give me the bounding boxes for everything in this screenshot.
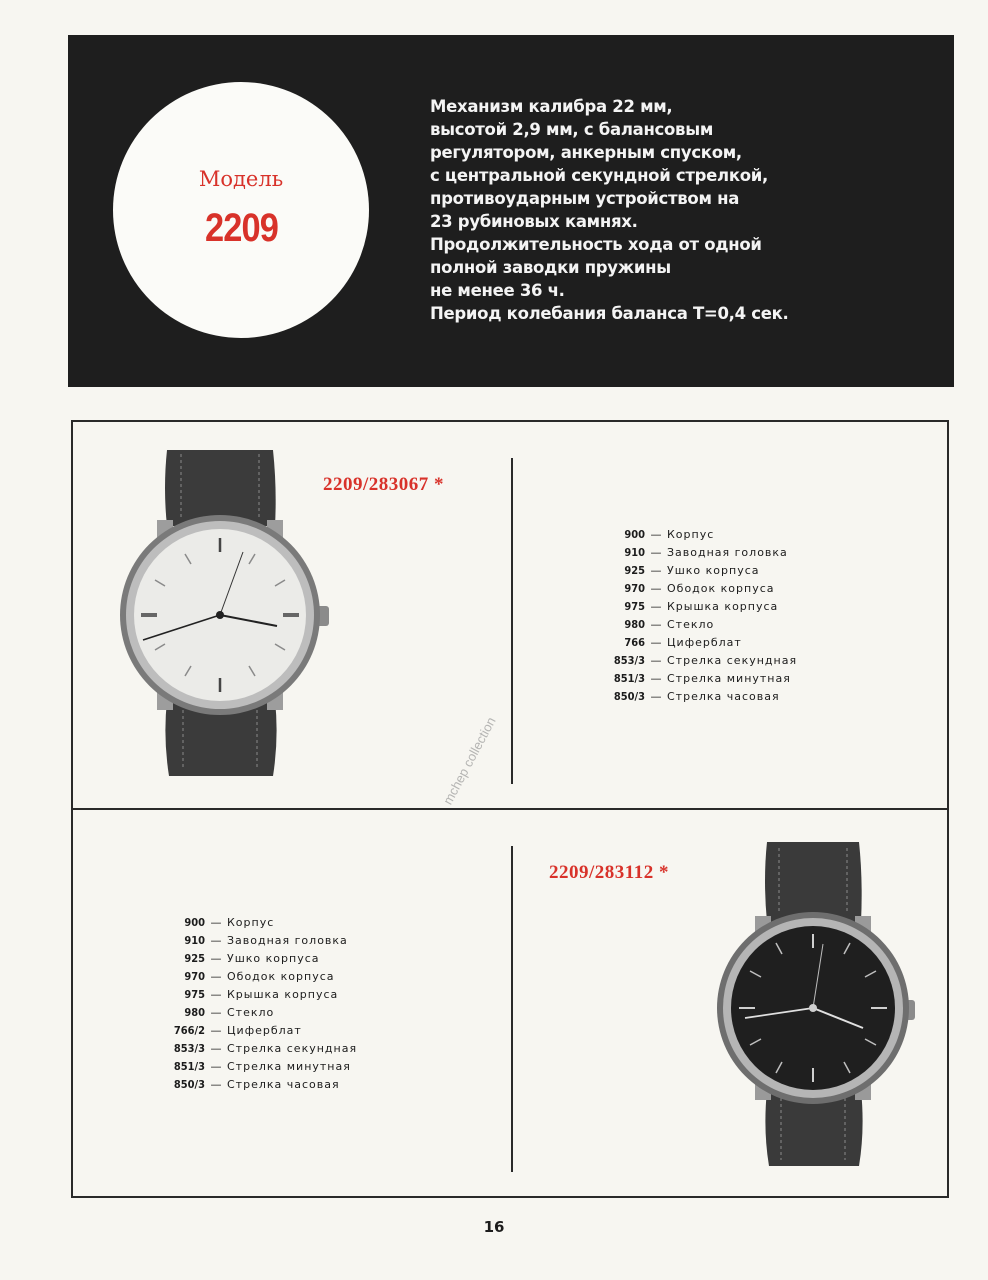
part-code: 970 — [184, 970, 205, 983]
part-code: 853/3 — [173, 1042, 205, 1055]
part-name: Заводная головка — [667, 546, 788, 559]
part-name: Корпус — [667, 528, 715, 541]
watermark: mchep collection — [440, 714, 499, 808]
part-name: Ушко корпуса — [227, 952, 320, 965]
catalog-frame — [71, 420, 949, 1198]
part-name: Циферблат — [667, 636, 742, 649]
spec-line: с центральной секундной стрелкой, — [430, 166, 769, 185]
spec-line: высотой 2,9 мм, с балансовым — [430, 120, 714, 139]
model-badge — [113, 82, 369, 338]
part-code: 925 — [624, 564, 645, 577]
part-name: Стрелка часовая — [227, 1078, 340, 1091]
part-row: 766/2 — Циферблат — [155, 1022, 357, 1040]
spec-line: Продолжительность хода от одной — [430, 235, 762, 254]
part-row: 853/3 — Стрелка секундная — [155, 1040, 357, 1058]
part-row: 925 — Ушко корпуса — [155, 950, 357, 968]
spec-line: 23 рубиновых камнях. — [430, 212, 638, 231]
part-code: 975 — [624, 600, 645, 613]
part-code: 900 — [184, 916, 205, 929]
parts-list — [595, 526, 797, 706]
part-name: Стрелка минутная — [227, 1060, 351, 1073]
part-code: 910 — [184, 934, 205, 947]
watch-image-light-dial — [115, 448, 339, 778]
part-row: 980 — Стекло — [155, 1004, 357, 1022]
part-code: 766 — [624, 636, 645, 649]
part-name: Стрелка секундная — [667, 654, 798, 667]
part-name: Заводная головка — [227, 934, 348, 947]
part-code: 900 — [624, 528, 645, 541]
part-row: 980 — Стекло — [595, 616, 797, 634]
spec-line: не менее 36 ч. — [430, 281, 565, 300]
part-row: 975 — Крышка корпуса — [595, 598, 797, 616]
parts-list — [155, 914, 357, 1094]
part-code: 850/3 — [613, 690, 645, 703]
part-name: Стрелка часовая — [667, 690, 780, 703]
part-row: 766 — Циферблат — [595, 634, 797, 652]
spec-line: регулятором, анкерным спуском, — [430, 143, 742, 162]
part-name: Крышка корпуса — [227, 988, 339, 1001]
part-code: 851/3 — [613, 672, 645, 685]
part-row: 970 — Ободок корпуса — [595, 580, 797, 598]
part-name: Стекло — [227, 1006, 275, 1019]
part-name: Ободок корпуса — [667, 582, 775, 595]
part-name: Ободок корпуса — [227, 970, 335, 983]
part-code: 980 — [184, 1006, 205, 1019]
part-name: Стрелка минутная — [667, 672, 791, 685]
part-name: Корпус — [227, 916, 275, 929]
part-code: 850/3 — [173, 1078, 205, 1091]
part-row: 853/3 — Стрелка секундная — [595, 652, 797, 670]
part-row: 970 — Ободок корпуса — [155, 968, 357, 986]
watch-image-dark-dial — [713, 840, 923, 1170]
part-name: Циферблат — [227, 1024, 302, 1037]
part-row: 925 — Ушко корпуса — [595, 562, 797, 580]
part-row: 900 — Корпус — [155, 914, 357, 932]
header-band — [68, 35, 954, 387]
model-word: Модель — [198, 167, 284, 191]
part-code: 910 — [624, 546, 645, 559]
model-code: 2209/283112 * — [549, 862, 669, 883]
part-row: 850/3 — Стрелка часовая — [155, 1076, 357, 1094]
part-row: 851/3 — Стрелка минутная — [155, 1058, 357, 1076]
part-code: 853/3 — [613, 654, 645, 667]
spec-line: Период колебания баланса T=0,4 сек. — [430, 304, 789, 323]
model-number: 2209 — [204, 206, 278, 250]
part-code: 980 — [624, 618, 645, 631]
part-row: 851/3 — Стрелка минутная — [595, 670, 797, 688]
horizontal-divider — [73, 808, 947, 810]
part-name: Стрелка секундная — [227, 1042, 358, 1055]
model-code: 2209/283067 * — [323, 474, 445, 495]
spec-line: противоударным устройством на — [430, 189, 740, 208]
page-number: 16 — [483, 1218, 505, 1236]
part-name: Стекло — [667, 618, 715, 631]
spec-line: полной заводки пружины — [430, 258, 671, 277]
part-code: 925 — [184, 952, 205, 965]
part-row: 910 — Заводная головка — [155, 932, 357, 950]
movement-specifications — [430, 95, 870, 325]
spec-line: Механизм калибра 22 мм, — [430, 97, 673, 116]
part-name: Ушко корпуса — [667, 564, 760, 577]
part-name: Крышка корпуса — [667, 600, 779, 613]
part-code: 766/2 — [173, 1024, 205, 1037]
part-row: 910 — Заводная головка — [595, 544, 797, 562]
vertical-divider-top — [511, 458, 513, 784]
part-code: 851/3 — [173, 1060, 205, 1073]
vertical-divider-bottom — [511, 846, 513, 1172]
part-code: 975 — [184, 988, 205, 1001]
part-row: 975 — Крышка корпуса — [155, 986, 357, 1004]
part-row: 900 — Корпус — [595, 526, 797, 544]
part-code: 970 — [624, 582, 645, 595]
part-row: 850/3 — Стрелка часовая — [595, 688, 797, 706]
